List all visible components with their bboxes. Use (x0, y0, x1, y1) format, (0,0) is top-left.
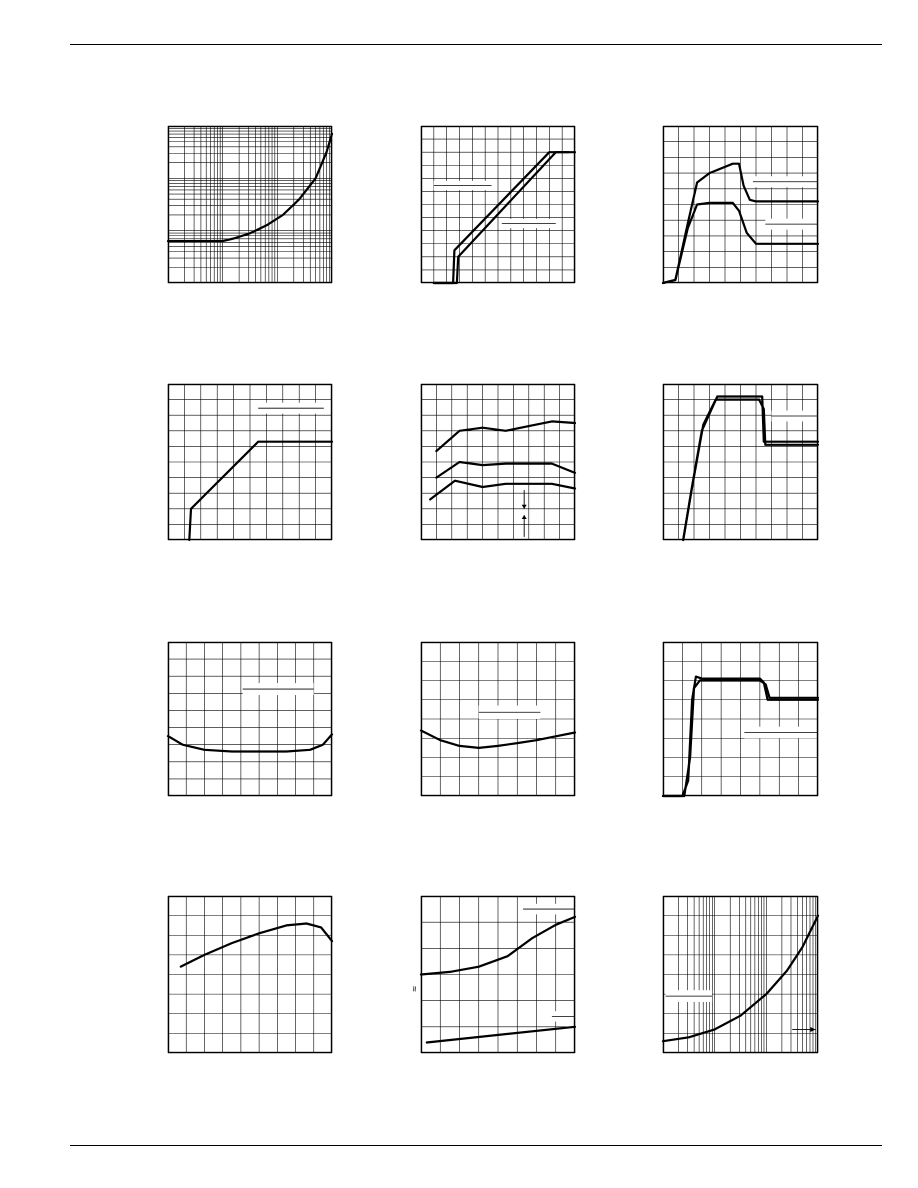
grid (168, 642, 332, 796)
plot-frame (169, 643, 332, 796)
grid (663, 126, 818, 283)
series-line-1 (189, 442, 332, 540)
series-line-1 (168, 734, 332, 751)
chart-p6 (663, 384, 818, 540)
chart-p1 (168, 126, 332, 283)
series-line-1 (168, 134, 332, 241)
series-line-2 (427, 1027, 575, 1043)
series-line-1 (663, 916, 818, 1042)
chart-p4 (168, 384, 332, 540)
chart-p3 (663, 126, 818, 283)
axis-break-mark: ≈ (410, 985, 419, 993)
chart-p9 (663, 642, 818, 796)
annotation-arrowhead-2 (522, 515, 527, 519)
chart-p12 (663, 896, 818, 1053)
grid (421, 384, 575, 540)
series-line-2 (436, 462, 575, 478)
grid (663, 642, 818, 796)
chart-p7 (168, 642, 332, 796)
chart-p10 (168, 896, 332, 1053)
footer-rule (70, 1145, 882, 1146)
chart-p11 (410, 896, 575, 1053)
series-line-1 (181, 924, 332, 967)
chart-p8 (421, 642, 575, 796)
grid (168, 126, 332, 283)
chart-p5 (421, 384, 575, 540)
chart-p2 (421, 126, 575, 283)
annotation-arrowhead-1 (522, 505, 527, 509)
grid (168, 896, 332, 1053)
header-rule (70, 44, 882, 45)
plot-frame (169, 127, 332, 283)
